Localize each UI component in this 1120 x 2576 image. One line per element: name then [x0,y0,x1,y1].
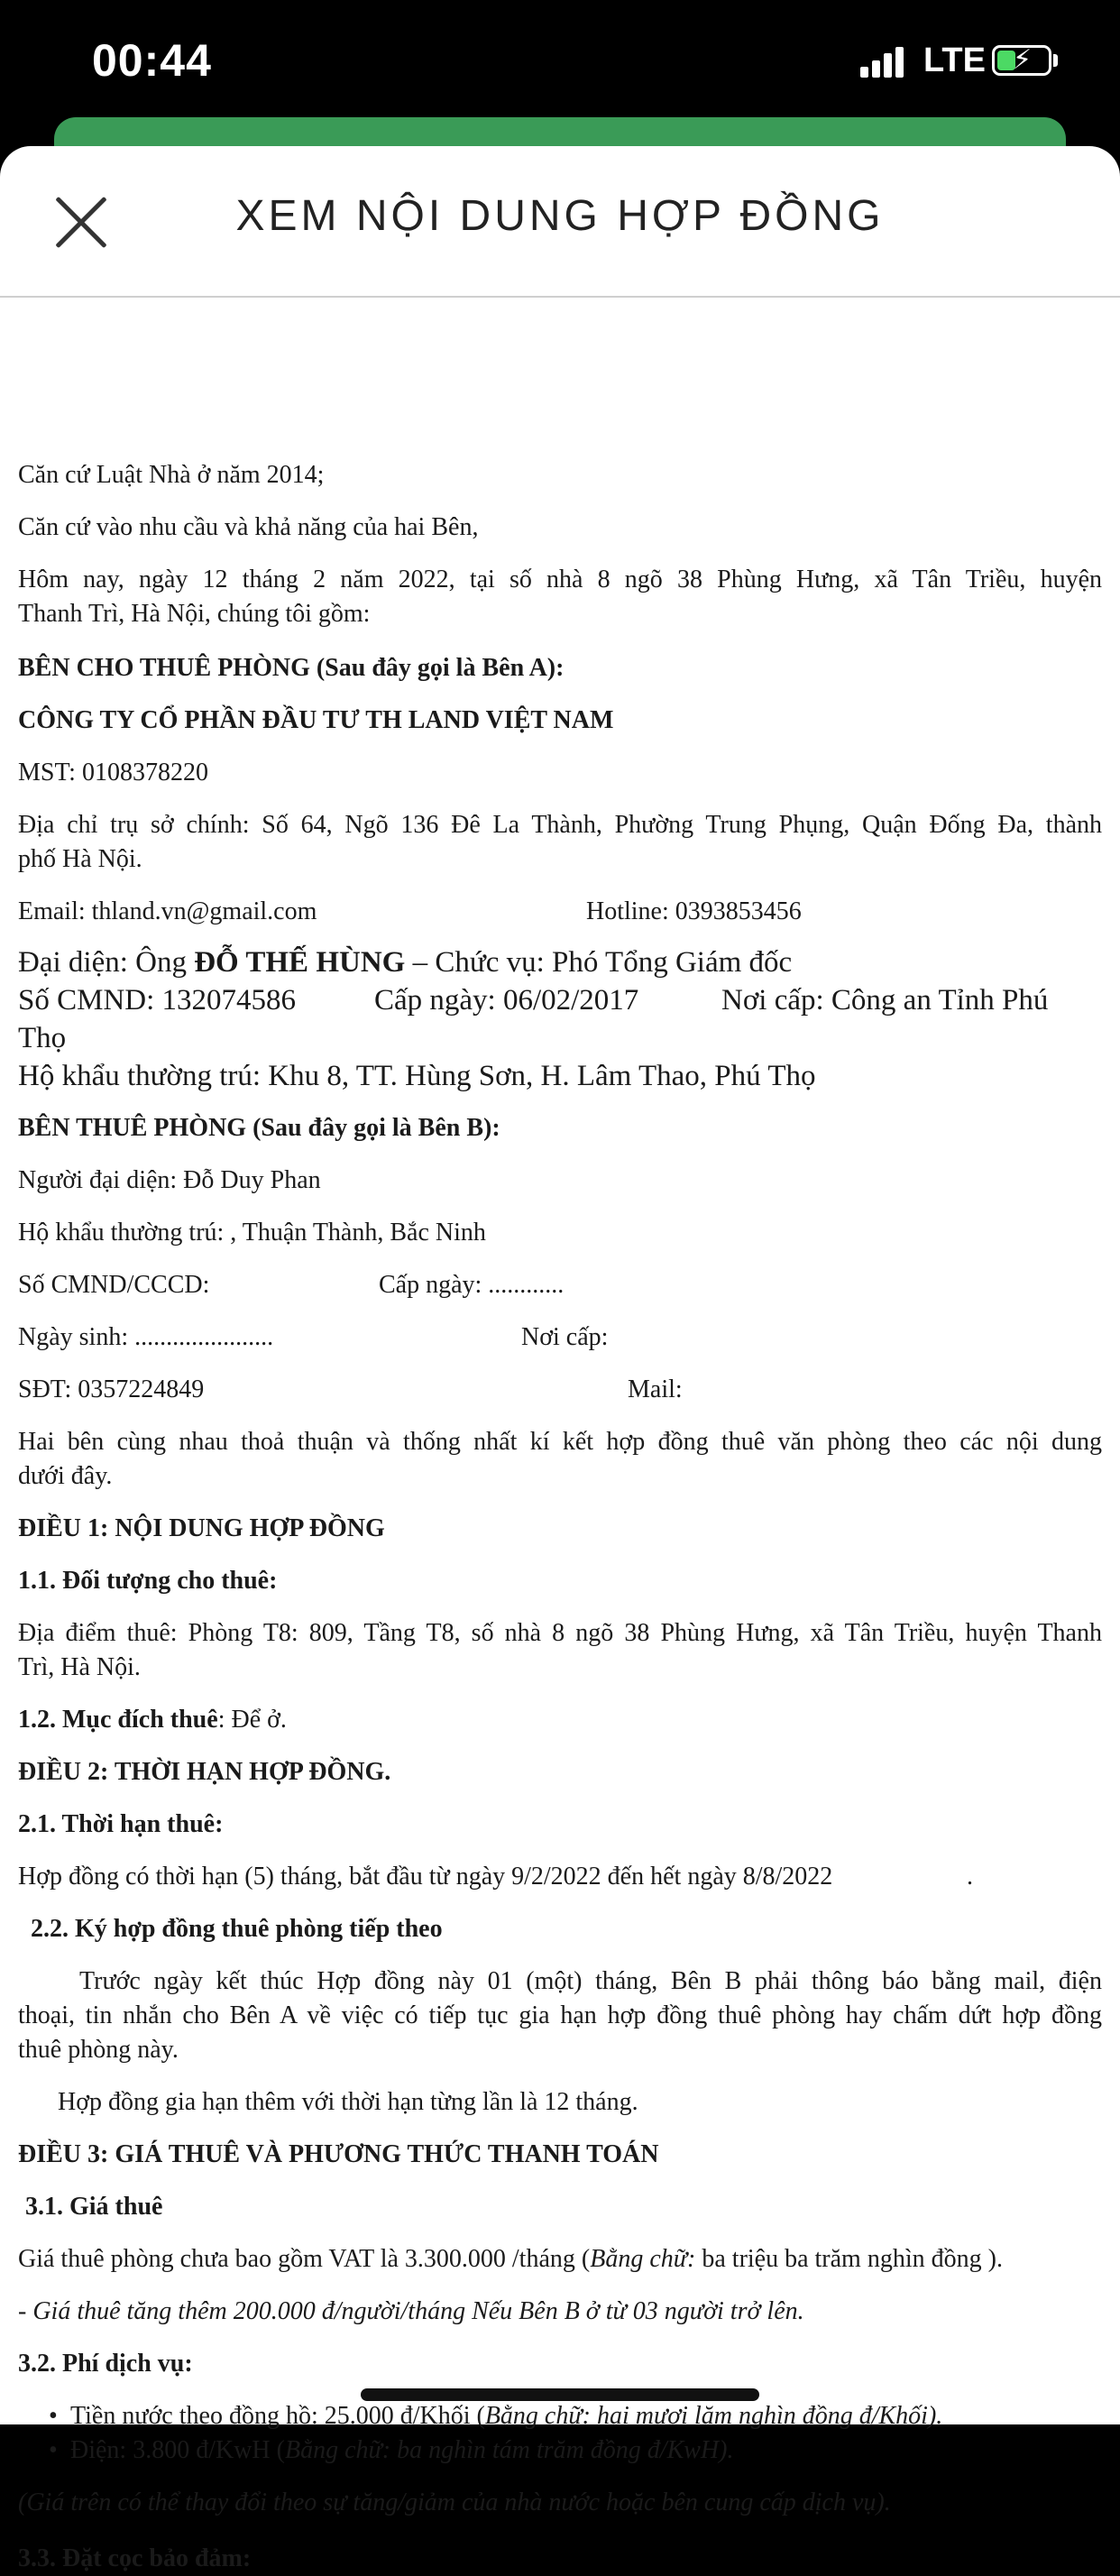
party-b-id: Số CMND/CCCD: [18,1271,210,1299]
id-issue-date: Cấp ngày: 06/02/2017 [374,984,639,1017]
id-number: Số CMND: 132074586 [18,984,297,1017]
tax-code: MST: 0108378220 [18,759,208,787]
contract-term-dot: . [967,1863,973,1891]
bullet-icon: • [49,2436,58,2464]
home-indicator[interactable] [361,2388,759,2401]
party-b-heading: BÊN THUÊ PHÒNG (Sau đây gọi là Bên B): [18,1114,500,1142]
agreement-line: Hai bên cùng nhau thoả thuận và thống nhất kí kết hợp đồng thuê văn phòng theo các nội dung [18,1428,1102,1456]
address-line: Địa chỉ trụ sở chính: Số 64, Ngõ 136 Đê La Thành, Phường Trung Phụng, Quận Đống Đa, thành [18,811,1102,839]
preamble-line: Thanh Trì, Hà Nội, chúng tôi gồm: [18,600,371,628]
residence-a: Hộ khẩu thường trú: Khu 8, TT. Hùng Sơn, H. Lâm Thao, Phú Thọ [18,1060,816,1092]
contract-sheet[interactable] [0,146,1120,2572]
company-name: CÔNG TY CỔ PHẦN ĐẦU TƯ TH LAND VIỆT NAM [18,706,614,734]
electric-fee: Điện: 3.800 đ/KwH (Bằng chữ: ba nghìn tám trăm đồng đ/KwH). [70,2436,734,2464]
representative-line: Đại diện: Ông ĐỖ THẾ HÙNG – Chức vụ: Phó Tổng Giám đốc [18,946,793,979]
article-1-heading: ĐIỀU 1: NỘI DUNG HỢP ĐỒNG [18,1514,385,1542]
rental-location: Địa điểm thuê: Phòng T8: 809, Tầng T8, số nhà 8 ngõ 38 Phùng Hưng, xã Tân Triều, huyện Thanh [18,1619,1102,1647]
agreement-line: dưới đây. [18,1462,113,1490]
party-b-representative: Người đại diện: Đỗ Duy Phan [18,1166,321,1194]
renewal-text: Trước ngày kết thúc Hợp đồng này 01 (một) tháng, Bên B phải thông báo bằng mail, điện [79,1967,1102,1995]
renewal-text: thuê phòng này. [18,2036,179,2064]
article-3-heading: ĐIỀU 3: GIÁ THUÊ VÀ PHƯƠNG THỨC THANH TOÁN [18,2140,659,2168]
section-3-2-heading: 3.2. Phí dịch vụ: [18,2350,193,2378]
party-b-phone: SĐT: 0357224849 [18,1375,205,1403]
signal-icon [860,47,905,78]
status-time: 00:44 [92,35,212,86]
email-text: Email: thland.vn@gmail.com [18,897,317,925]
page-title: XEM NỘI DUNG HỢP ĐỒNG [235,192,885,240]
battery-icon: ⚡ [992,45,1051,76]
battery-tip [1053,54,1058,67]
renewal-period: Hợp đồng gia hạn thêm với thời hạn từng lần là 12 tháng. [58,2088,638,2116]
id-issue-place-cont: Thọ [18,1022,67,1054]
preamble-line: Căn cứ vào nhu cầu và khả năng của hai Bên, [18,513,479,541]
price-change-note: (Giá trên có thể thay đổi theo sự tăng/giảm của nhà nước hoặc bên cung cấp dịch vụ). [18,2489,891,2516]
id-issue-place: Nơi cấp: Công an Tỉnh Phú [721,984,1049,1017]
party-b-mail: Mail: [628,1375,683,1403]
section-1-2: 1.2. Mục đích thuê: Để ở. [18,1706,287,1734]
sheet-header [0,146,1120,298]
contract-term: Hợp đồng có thời hạn (5) tháng, bắt đầu từ ngày 9/2/2022 đến hết ngày 8/8/2022 [18,1863,833,1891]
section-2-1-heading: 2.1. Thời hạn thuê: [18,1810,224,1838]
rent-price: Giá thuê phòng chưa bao gồm VAT là 3.300.000 /tháng (Bằng chữ: ba triệu ba trăm nghìn đồng ). [18,2245,1003,2273]
bullet-icon: • [49,2402,58,2430]
preamble-line: Căn cứ Luật Nhà ở năm 2014; [18,461,325,489]
preamble-line: Hôm nay, ngày 12 tháng 2 năm 2022, tại số nhà 8 ngõ 38 Phùng Hưng, xã Tân Triều, huyện [18,566,1102,593]
hotline-text: Hotline: 0393853456 [586,897,802,925]
party-a-heading: BÊN CHO THUÊ PHÒNG (Sau đây gọi là Bên A): [18,654,565,682]
address-line: phố Hà Nội. [18,845,142,873]
water-fee: Tiền nước theo đồng hồ: 25.000 đ/Khối (Bằng chữ: hai mươi lăm nghìn đồng đ/Khối). [70,2402,943,2430]
section-3-1-heading: 3.1. Giá thuê [25,2193,163,2221]
section-2-2-heading: 2.2. Ký hợp đồng thuê phòng tiếp theo [31,1915,443,1943]
section-3-3-heading: 3.3. Đặt cọc bảo đảm: [18,2544,252,2572]
party-b-residence: Hộ khẩu thường trú: , Thuận Thành, Bắc Ninh [18,1219,486,1247]
section-1-1-heading: 1.1. Đối tượng cho thuê: [18,1567,278,1595]
network-label: LTE [923,41,986,79]
status-bar [0,0,1120,135]
party-b-id-date: Cấp ngày: ............ [379,1271,565,1299]
rent-surcharge: - Giá thuê tăng thêm 200.000 đ/người/tháng Nếu Bên B ở từ 03 người trở lên. [18,2297,804,2325]
party-b-id-place: Nơi cấp: [521,1323,609,1351]
rental-location: Trì, Hà Nội. [18,1653,141,1681]
article-2-heading: ĐIỀU 2: THỜI HẠN HỢP ĐỒNG. [18,1758,391,1786]
party-b-birthdate: Ngày sinh: ...................... [18,1323,274,1351]
renewal-text: thoại, tin nhắn cho Bên A về việc có tiếp tục gia hạn hợp đồng thuê phòng hay chấm dứt hợp đồng [18,2001,1102,2029]
